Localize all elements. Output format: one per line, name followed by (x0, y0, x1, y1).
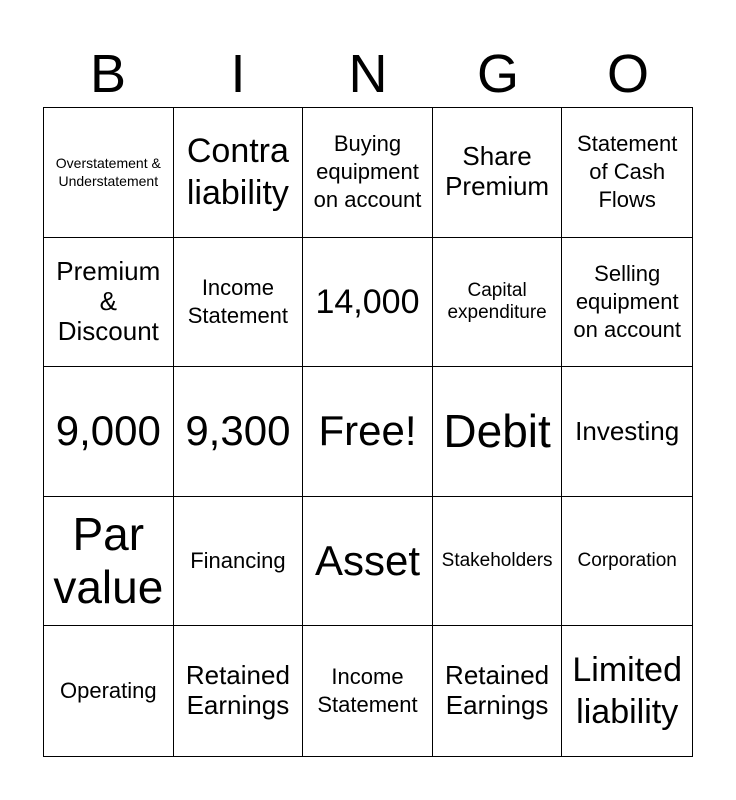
cell-text: Capital expenditure (447, 280, 547, 323)
bingo-cell-r2-c5[interactable] (562, 238, 692, 368)
bingo-cell-r1-c1[interactable] (44, 108, 174, 238)
bingo-cell-r4-c1[interactable] (44, 497, 174, 627)
bingo-cell-r5-c2[interactable] (174, 626, 304, 756)
cell-text: Par value (53, 508, 164, 614)
bingo-cell-r4-c4[interactable] (433, 497, 563, 627)
cell-text: Operating (59, 678, 157, 704)
bingo-cell-r4-c2[interactable] (174, 497, 304, 627)
cell-text: Overstatement & Understatement (55, 155, 161, 190)
bingo-cell-free[interactable] (303, 367, 433, 497)
header-letter-n: N (348, 44, 388, 104)
bingo-cell-r5-c1[interactable] (44, 626, 174, 756)
bingo-cell-r4-c5[interactable] (562, 497, 692, 627)
cell-text: 14,000 (315, 282, 420, 321)
bingo-cell-r5-c5[interactable] (562, 626, 692, 756)
cell-text: Buying equipment on account (313, 131, 422, 213)
bingo-cell-r5-c4[interactable] (433, 626, 563, 756)
cell-text: Debit (443, 405, 551, 458)
bingo-cell-r1-c4[interactable] (433, 108, 563, 238)
cell-text: Selling equipment on account (573, 260, 682, 342)
bingo-cell-r1-c3[interactable] (303, 108, 433, 238)
header-letter-b: B (89, 44, 127, 104)
cell-text: Income Statement (187, 274, 289, 328)
bingo-header (43, 40, 693, 108)
cell-text: Retained Earnings (445, 660, 550, 721)
bingo-cell-r3-c2[interactable] (174, 367, 304, 497)
cell-text: 9,300 (185, 407, 291, 455)
bingo-cell-r1-c2[interactable] (174, 108, 304, 238)
bingo-cell-r3-c5[interactable] (562, 367, 692, 497)
bingo-cell-r3-c4[interactable] (433, 367, 563, 497)
cell-text: Income Statement (317, 664, 418, 718)
cell-text: Limited liability (572, 650, 682, 732)
cell-text: Premium & Discount (56, 256, 161, 346)
header-letter-o: O (606, 44, 649, 104)
cell-text: Asset (314, 536, 421, 584)
cell-text: Financing (190, 548, 286, 574)
cell-text: Statement of Cash Flows (577, 131, 678, 213)
header-letter-g: G (476, 44, 519, 104)
cell-text: Share Premium (445, 141, 550, 202)
bingo-cell-r4-c3[interactable] (303, 497, 433, 627)
bingo-cell-r1-c5[interactable] (562, 108, 692, 238)
cell-text: Contra liability (186, 131, 289, 213)
bingo-cell-r2-c4[interactable] (433, 238, 563, 368)
bingo-cell-r3-c1[interactable] (44, 367, 174, 497)
cell-text: Corporation (577, 550, 677, 572)
cell-text: Retained Earnings (185, 660, 290, 721)
cell-text: Stakeholders (441, 550, 553, 572)
cell-text: Free! (318, 407, 417, 455)
cell-text: 9,000 (55, 407, 161, 455)
bingo-cell-r2-c2[interactable] (174, 238, 304, 368)
cell-text: Investing (575, 415, 680, 446)
bingo-cell-r5-c3[interactable] (303, 626, 433, 756)
header-letter-i: I (230, 44, 246, 104)
bingo-cell-r2-c3[interactable] (303, 238, 433, 368)
bingo-board (43, 107, 693, 757)
bingo-cell-r2-c1[interactable] (44, 238, 174, 368)
